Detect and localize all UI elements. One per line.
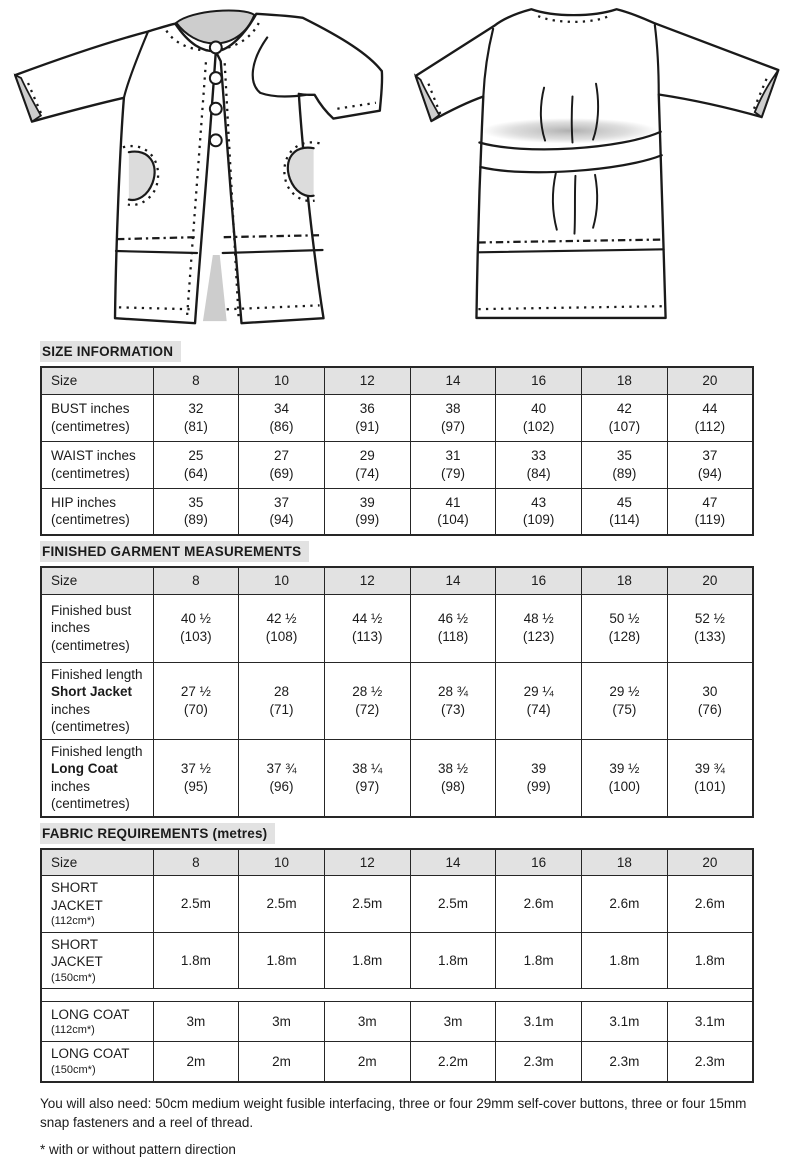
value-line: 2.6m xyxy=(523,896,554,912)
value-cell xyxy=(153,1002,239,1042)
value-line: 1.8m xyxy=(523,952,554,968)
value-line: (96) xyxy=(269,778,294,794)
value-cell xyxy=(153,488,239,535)
row-label-line: (150cm*) xyxy=(51,1064,96,1077)
value-cell xyxy=(410,876,496,932)
value-cell xyxy=(153,932,239,988)
value-cell xyxy=(324,594,410,662)
value-line: (97) xyxy=(355,778,380,794)
value-line: (73) xyxy=(440,701,465,717)
value-line: (81) xyxy=(183,418,208,434)
back-waist-shadow xyxy=(481,118,657,143)
table-header-cell: 20 xyxy=(667,567,753,594)
value-line: (99) xyxy=(355,512,380,528)
value-line: 52 ½ xyxy=(694,611,725,627)
table-row xyxy=(41,394,753,441)
value-cell xyxy=(153,876,239,932)
value-line: (107) xyxy=(608,418,641,434)
value-cell xyxy=(324,739,410,817)
row-label-line: BUST inches xyxy=(51,400,130,416)
row-label-line: (centimetres) xyxy=(51,796,130,812)
row-label-line: (centimetres) xyxy=(51,465,130,481)
finished-garment-measurements-table xyxy=(40,566,754,818)
value-line: 43 xyxy=(531,494,547,510)
table-header-row xyxy=(41,367,753,394)
value-line: (119) xyxy=(694,512,726,528)
table-header-cell: Size xyxy=(41,849,153,876)
value-line: 44 ½ xyxy=(352,611,383,627)
value-line: (114) xyxy=(609,512,640,528)
table-header-cell: 10 xyxy=(239,567,325,594)
value-cell xyxy=(410,739,496,817)
row-label-line: (112cm*) xyxy=(51,915,95,928)
value-cell xyxy=(496,488,582,535)
table-header-cell: 16 xyxy=(496,849,582,876)
garment-drawings xyxy=(0,0,794,336)
value-line: 27 xyxy=(274,447,290,463)
value-line: (69) xyxy=(269,465,294,481)
value-cell xyxy=(582,394,668,441)
table-header-cell: 12 xyxy=(324,849,410,876)
value-line: 2m xyxy=(357,1053,377,1069)
value-cell xyxy=(410,1042,496,1082)
value-cell xyxy=(667,394,753,441)
table-header-row xyxy=(41,849,753,876)
value-line: 39 xyxy=(359,494,375,510)
row-label-line: Finished bust xyxy=(51,602,132,618)
pattern-direction-footnote: * with or without pattern direction xyxy=(40,1141,236,1157)
value-line: (70) xyxy=(183,701,208,717)
row-label-cell xyxy=(41,739,153,817)
size-chart-content xyxy=(0,341,794,1157)
value-line: (94) xyxy=(269,512,294,528)
value-line: (91) xyxy=(355,418,380,434)
value-cell xyxy=(582,932,668,988)
table-header-cell: 18 xyxy=(582,567,668,594)
value-line: (101) xyxy=(694,778,726,794)
value-line: 29 ¼ xyxy=(523,684,554,700)
table-row xyxy=(41,876,753,932)
table-row xyxy=(41,739,753,817)
value-cell xyxy=(582,441,668,488)
table-row xyxy=(41,594,753,662)
value-line: 3m xyxy=(357,1013,377,1029)
value-cell xyxy=(153,662,239,739)
value-line: 37 xyxy=(702,447,718,463)
value-cell xyxy=(153,594,239,662)
table-header-cell: 10 xyxy=(239,849,325,876)
value-cell xyxy=(153,1042,239,1082)
table-row xyxy=(41,488,753,535)
value-line: (89) xyxy=(612,465,637,481)
table-header-cell: 10 xyxy=(239,367,325,394)
value-line: 2.2m xyxy=(437,1053,468,1069)
value-cell xyxy=(496,1042,582,1082)
value-line: 42 ½ xyxy=(266,611,297,627)
value-cell xyxy=(667,739,753,817)
value-cell xyxy=(667,1002,753,1042)
value-cell xyxy=(239,1042,325,1082)
row-label-cell xyxy=(41,1002,153,1042)
row-label-cell xyxy=(41,488,153,535)
value-line: 37 ¾ xyxy=(266,761,297,777)
value-line: 50 ½ xyxy=(609,611,640,627)
value-line: (109) xyxy=(522,512,555,528)
row-label-cell xyxy=(41,932,153,988)
table-header-cell: 18 xyxy=(582,367,668,394)
value-line: 39 xyxy=(531,761,547,777)
value-cell xyxy=(667,441,753,488)
row-label-line: WAIST inches xyxy=(51,447,136,463)
table-row xyxy=(41,1002,753,1042)
row-label-line: LONG COAT xyxy=(51,1006,130,1022)
value-line: 37 xyxy=(274,494,290,510)
row-label-cell xyxy=(41,594,153,662)
value-line: 2.3m xyxy=(609,1053,640,1069)
value-line: (133) xyxy=(694,629,726,644)
spacer-row xyxy=(41,989,753,1002)
front-opening-shadow xyxy=(203,255,227,321)
value-line: (75) xyxy=(612,701,637,717)
value-line: (86) xyxy=(269,418,294,434)
back-body xyxy=(416,9,779,318)
value-line: 1.8m xyxy=(609,952,640,968)
table-row xyxy=(41,932,753,988)
section-title-fabric-requirements: FABRIC REQUIREMENTS (metres) xyxy=(40,823,275,844)
value-line: 2.5m xyxy=(266,896,297,912)
value-line: 2.3m xyxy=(694,1053,725,1069)
value-line: (99) xyxy=(526,778,551,794)
value-cell xyxy=(324,1002,410,1042)
value-line: 2m xyxy=(186,1053,206,1069)
value-cell xyxy=(239,739,325,817)
value-line: 2.5m xyxy=(180,896,211,912)
value-line: (103) xyxy=(180,629,212,644)
row-label-line: (150cm*) xyxy=(51,971,96,984)
value-line: (95) xyxy=(183,778,208,794)
table-header-cell: 16 xyxy=(496,367,582,394)
value-cell xyxy=(582,1042,668,1082)
value-line: (64) xyxy=(183,465,208,481)
value-line: 1.8m xyxy=(352,952,383,968)
value-line: 3m xyxy=(272,1013,291,1029)
value-cell xyxy=(410,441,496,488)
value-cell xyxy=(667,876,753,932)
value-line: 39 ¾ xyxy=(694,761,725,777)
value-line: 40 xyxy=(531,400,547,416)
value-cell xyxy=(324,488,410,535)
value-line: (100) xyxy=(608,778,641,794)
value-line: 48 ½ xyxy=(523,611,554,627)
value-line: 39 ½ xyxy=(609,761,640,777)
value-line: 35 xyxy=(188,494,204,510)
value-line: 2.6m xyxy=(609,896,640,912)
value-line: 27 ½ xyxy=(180,684,211,700)
table-row xyxy=(41,1042,753,1082)
value-line: 3m xyxy=(443,1013,463,1029)
value-line: 3.1m xyxy=(694,1013,725,1029)
row-label-line: Short Jacket xyxy=(51,684,133,700)
value-line: 44 xyxy=(702,400,718,416)
row-label-line: (112cm*) xyxy=(51,1024,95,1037)
fabric-requirements-table xyxy=(40,848,754,1083)
row-label-line: SHORT JACKET xyxy=(51,880,103,913)
section-title-finished-garment-measurements: FINISHED GARMENT MEASUREMENTS xyxy=(40,541,309,562)
value-line: (72) xyxy=(355,701,380,717)
row-label-cell xyxy=(41,441,153,488)
value-cell xyxy=(153,739,239,817)
table-header-cell: Size xyxy=(41,567,153,594)
row-label-line: LONG COAT xyxy=(51,1046,130,1062)
value-cell xyxy=(667,594,753,662)
front-body xyxy=(15,14,382,323)
value-line: (76) xyxy=(697,701,722,717)
value-cell xyxy=(153,441,239,488)
value-cell xyxy=(496,1002,582,1042)
value-line: 3m xyxy=(186,1013,206,1029)
table-header-cell: 14 xyxy=(410,367,496,394)
table-header-row xyxy=(41,567,753,594)
value-cell xyxy=(153,394,239,441)
value-cell xyxy=(496,441,582,488)
value-cell xyxy=(324,876,410,932)
value-line: (104) xyxy=(437,512,469,528)
value-line: 40 ½ xyxy=(180,611,211,627)
size-information-table xyxy=(40,366,754,536)
value-cell xyxy=(239,876,325,932)
value-line: 2.6m xyxy=(694,896,725,912)
value-line: (102) xyxy=(522,418,555,434)
value-line: (89) xyxy=(183,512,208,528)
value-cell xyxy=(410,594,496,662)
value-line: 2.5m xyxy=(352,896,383,912)
table-header-cell: Size xyxy=(41,367,153,394)
value-line: 34 xyxy=(274,400,290,416)
value-line: (97) xyxy=(440,418,465,434)
value-line: 46 ½ xyxy=(437,611,468,627)
value-line: 33 xyxy=(531,447,547,463)
value-line: 35 xyxy=(616,447,632,463)
value-line: (74) xyxy=(355,465,380,481)
row-label-cell xyxy=(41,662,153,739)
value-cell xyxy=(667,662,753,739)
row-label-cell xyxy=(41,394,153,441)
value-line: 31 xyxy=(445,447,461,463)
value-line: 28 ½ xyxy=(352,684,383,700)
value-cell xyxy=(239,1002,325,1042)
row-label-line: (centimetres) xyxy=(51,719,130,735)
row-label-line: inches xyxy=(51,620,91,636)
table-header-cell: 20 xyxy=(667,367,753,394)
value-cell xyxy=(496,662,582,739)
value-cell xyxy=(239,441,325,488)
value-line: (84) xyxy=(526,465,551,481)
row-label-line: (centimetres) xyxy=(51,637,130,653)
value-line: (108) xyxy=(265,629,298,644)
value-cell xyxy=(324,662,410,739)
table-row xyxy=(41,441,753,488)
table-header-cell: 12 xyxy=(324,367,410,394)
value-line: 45 xyxy=(616,494,632,510)
row-label-line: Finished length xyxy=(51,743,143,759)
row-label-line: (centimetres) xyxy=(51,512,130,528)
table-header-cell: 8 xyxy=(153,567,239,594)
table-header-cell: 8 xyxy=(153,849,239,876)
value-cell xyxy=(582,662,668,739)
value-cell xyxy=(410,1002,496,1042)
value-line: 2.5m xyxy=(437,896,468,912)
value-line: 29 xyxy=(359,447,375,463)
row-label-cell xyxy=(41,1042,153,1082)
value-line: 1.8m xyxy=(180,952,211,968)
value-line: 25 xyxy=(188,447,204,463)
value-line: 2m xyxy=(272,1053,291,1069)
value-line: 38 xyxy=(445,400,461,416)
value-line: 3.1m xyxy=(523,1013,554,1029)
value-line: (98) xyxy=(440,778,465,794)
row-label-line: Long Coat xyxy=(51,761,118,777)
value-line: (123) xyxy=(522,629,555,644)
value-cell xyxy=(496,739,582,817)
value-line: (118) xyxy=(437,629,469,644)
value-line: 1.8m xyxy=(266,952,297,968)
value-cell xyxy=(324,441,410,488)
table-header-cell: 18 xyxy=(582,849,668,876)
table-header-cell: 16 xyxy=(496,567,582,594)
row-label-line: inches xyxy=(51,778,91,794)
value-cell xyxy=(496,932,582,988)
value-cell xyxy=(410,394,496,441)
value-line: 1.8m xyxy=(437,952,468,968)
supplies-note: You will also need: 50cm medium weight fusible interfacing, three or four 29mm self-cover buttons, three or four 15mm snap fasteners and a reel of thread. xyxy=(40,1095,747,1131)
value-cell xyxy=(410,932,496,988)
row-label-line: (centimetres) xyxy=(51,418,130,434)
value-line: 3.1m xyxy=(609,1013,640,1029)
value-cell xyxy=(324,1042,410,1082)
value-line: (71) xyxy=(269,701,294,717)
value-cell xyxy=(582,488,668,535)
row-label-line: HIP inches xyxy=(51,494,117,510)
value-line: 1.8m xyxy=(694,952,725,968)
value-cell xyxy=(324,932,410,988)
jacket-front-drawing xyxy=(1,0,397,336)
value-line: 32 xyxy=(188,400,204,416)
value-line: (94) xyxy=(697,465,722,481)
section-title-size-information: SIZE INFORMATION xyxy=(40,341,181,362)
value-cell xyxy=(582,739,668,817)
value-line: 47 xyxy=(702,494,718,510)
value-cell xyxy=(582,876,668,932)
value-line: 29 ½ xyxy=(609,684,640,700)
table-row xyxy=(41,662,753,739)
value-line: 30 xyxy=(702,684,718,700)
value-cell xyxy=(496,594,582,662)
value-line: 37 ½ xyxy=(180,761,211,777)
row-label-cell xyxy=(41,876,153,932)
value-cell xyxy=(667,1042,753,1082)
row-label-line: Finished length xyxy=(51,666,143,682)
value-cell xyxy=(496,876,582,932)
value-cell xyxy=(667,932,753,988)
value-cell xyxy=(239,662,325,739)
value-cell xyxy=(582,594,668,662)
value-line: 41 xyxy=(445,494,461,510)
value-cell xyxy=(582,1002,668,1042)
value-line: 42 xyxy=(616,400,632,416)
jacket-back-drawing xyxy=(401,0,793,336)
value-line: 36 xyxy=(359,400,375,416)
value-line: 38 ½ xyxy=(437,761,468,777)
value-line: 28 ¾ xyxy=(437,684,468,700)
value-cell xyxy=(239,594,325,662)
spacer-cell xyxy=(41,989,753,1002)
value-cell xyxy=(410,662,496,739)
value-cell xyxy=(410,488,496,535)
value-line: (112) xyxy=(694,418,726,434)
row-label-line: inches xyxy=(51,701,91,717)
table-header-cell: 14 xyxy=(410,849,496,876)
value-line: 38 ¼ xyxy=(352,761,383,777)
value-line: (113) xyxy=(352,629,383,644)
value-line: (79) xyxy=(440,465,465,481)
value-cell xyxy=(239,932,325,988)
value-line: (74) xyxy=(526,701,551,717)
value-cell xyxy=(239,488,325,535)
table-header-cell: 20 xyxy=(667,849,753,876)
row-label-line: SHORT JACKET xyxy=(51,936,103,970)
value-line: 2.3m xyxy=(523,1053,554,1069)
table-header-cell: 12 xyxy=(324,567,410,594)
value-cell xyxy=(667,488,753,535)
table-header-cell: 8 xyxy=(153,367,239,394)
table-header-cell: 14 xyxy=(410,567,496,594)
value-line: 28 xyxy=(274,684,290,700)
value-cell xyxy=(239,394,325,441)
value-line: (128) xyxy=(608,629,641,644)
value-cell xyxy=(496,394,582,441)
value-cell xyxy=(324,394,410,441)
